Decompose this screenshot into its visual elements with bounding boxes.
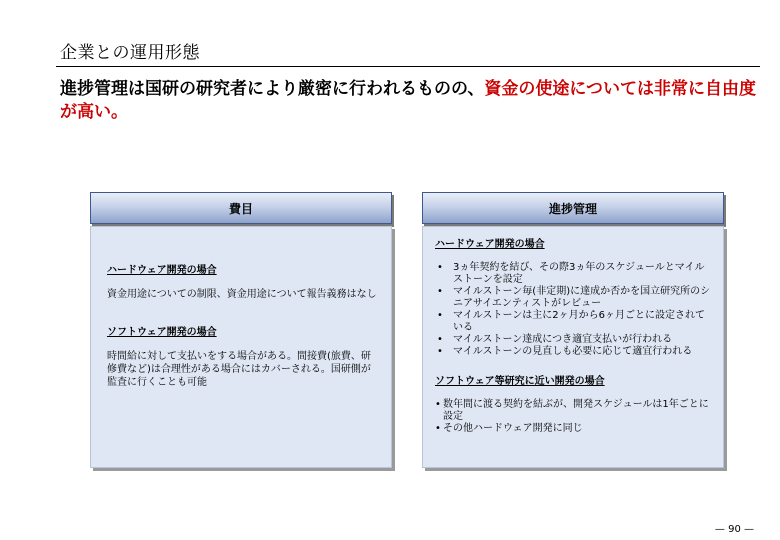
list-item: • マイルストーンは主に2ヶ月から6ヶ月ごとに設定されている: [435, 310, 711, 334]
slide-title: 企業との運用形態: [60, 43, 200, 63]
right-panel-header-label: 進捗管理: [548, 201, 597, 216]
right-software-bullets: [435, 399, 711, 435]
right-panel-header: [422, 192, 724, 224]
left-software-heading: ソフトウェア開発の場合: [107, 327, 217, 338]
headline-black-text: 進捗管理は国研の研究者により厳密に行われるものの、: [60, 79, 485, 99]
left-panel-header: [90, 192, 392, 224]
list-item: • マイルストーン毎(非定期)に達成か否かを国立研究所のシニアサイエンティストがレビュー: [435, 286, 711, 310]
list-item: • 3ヵ年契約を結び、その際3ヵ年のスケジュールとマイルストーンを設定: [435, 262, 711, 286]
right-software-heading: ソフトウェア等研究に近い開発の場合: [435, 376, 605, 387]
left-hardware-heading: ハードウェア開発の場合: [107, 265, 217, 276]
list-item: • その他ハードウェア開発に同じ: [435, 423, 711, 435]
title-divider: [56, 66, 760, 67]
right-hardware-bullets: [435, 262, 711, 358]
list-item: • マイルストーンの見直しも必要に応じて適宜行われる: [435, 346, 711, 358]
headline-red-text: 資金の使途については非常に自由度が高い。: [60, 79, 756, 122]
left-software-text: 時間給に対して支払いをする場合がある。間接費(旅費、研修費など)は合理性がある場合にはカバーされる。国研側が監査に行くことも可能: [107, 351, 371, 388]
right-hardware-heading: ハードウェア開発の場合: [435, 239, 545, 250]
page-number: — 90 —: [714, 524, 754, 535]
left-panel-header-label: 費目: [228, 201, 253, 216]
left-hardware-text: 資金用途についての制限、資金用途について報告義務はなし: [107, 289, 377, 300]
left-panel-body: [90, 226, 392, 468]
headline: [60, 78, 760, 124]
list-item: • マイルストーン達成につき適宜支払いが行われる: [435, 334, 711, 346]
list-item: • 数年間に渡る契約を結ぶが、開発スケジュールは1年ごとに設定: [435, 399, 711, 423]
right-panel-body: [422, 226, 724, 468]
